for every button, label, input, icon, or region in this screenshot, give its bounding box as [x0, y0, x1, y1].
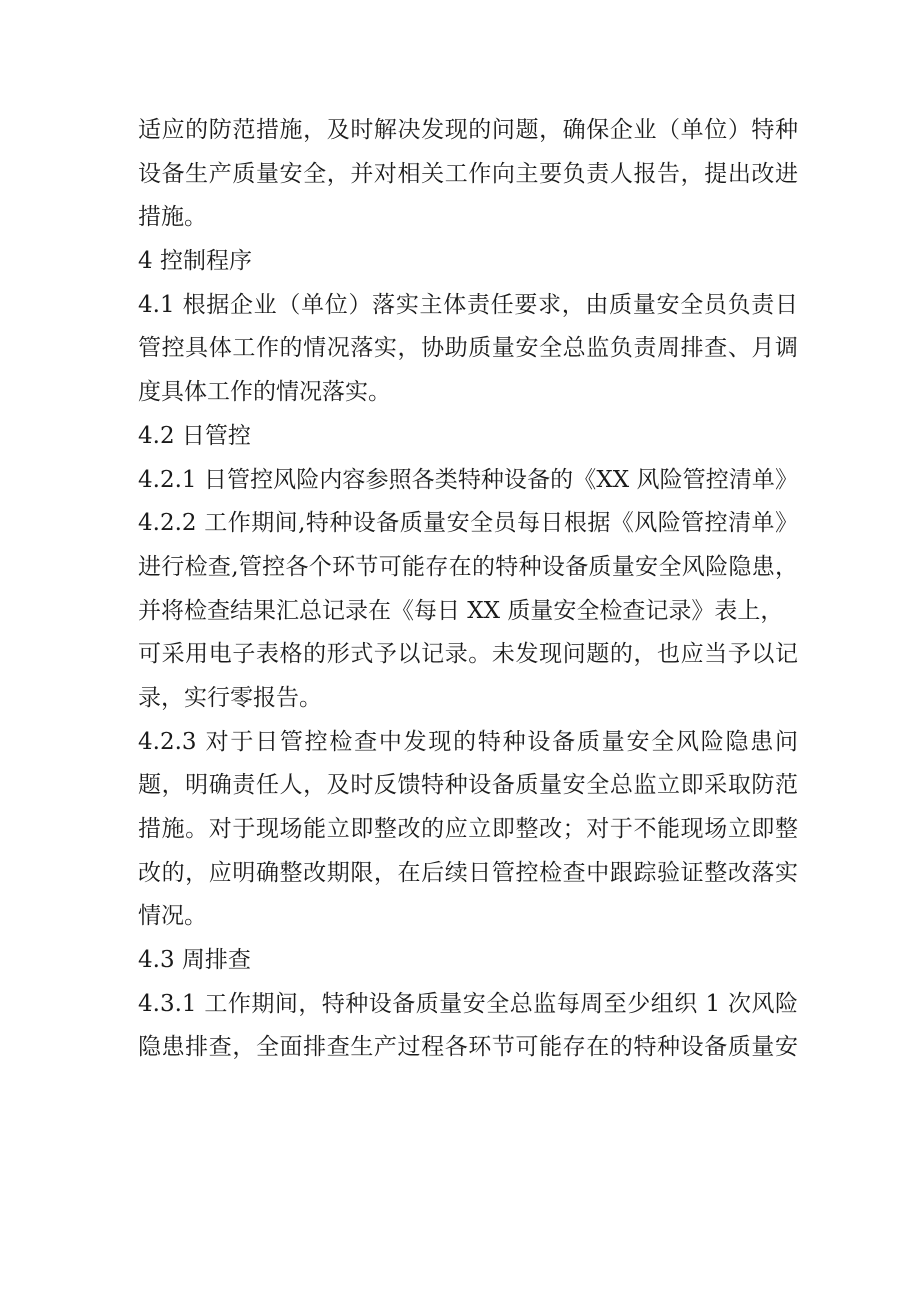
text-line: 设备生产质量安全，并对相关工作向主要负责人报告，提出改进	[138, 160, 798, 187]
text-line: 4.2.3 对于日管控检查中发现的特种设备质量安全风险隐患问	[138, 728, 798, 755]
text-line: 隐患排查，全面排查生产过程各环节可能存在的特种设备质量安	[138, 1034, 798, 1061]
text-line: 情况。	[138, 903, 207, 930]
text-line: 管控具体工作的情况落实，协助质量安全总监负责周排查、月调	[138, 335, 798, 362]
section-heading: 4 控制程序	[138, 248, 252, 275]
text-line: 可采用电子表格的形式予以记录。未发现问题的，也应当予以记	[138, 641, 798, 668]
text-line: 4.2.2 工作期间,特种设备质量安全员每日根据《风险管控清单》	[138, 510, 798, 537]
text-line: 措施。对于现场能立即整改的应立即整改；对于不能现场立即整	[138, 816, 798, 842]
text-line: 4.3.1 工作期间，特种设备质量安全总监每周至少组织 1 次风险	[138, 990, 798, 1017]
text-line: 进行检查,管控各个环节可能存在的特种设备质量安全风险隐患，	[138, 553, 798, 580]
text-line: 改的，应明确整改期限，在后续日管控检查中跟踪验证整改落实	[138, 859, 798, 886]
section-heading: 4.2 日管控	[138, 422, 251, 449]
text-line: 并将检查结果汇总记录在《每日 XX 质量安全检查记录》表上，	[138, 597, 784, 624]
text-line: 4.1 根据企业（单位）落实主体责任要求，由质量安全员负责日	[138, 291, 798, 318]
text-line: 题，明确责任人，及时反馈特种设备质量安全总监立即采取防范	[138, 772, 798, 799]
text-line: 度具体工作的情况落实。	[138, 379, 391, 406]
section-heading: 4.3 周排查	[138, 947, 251, 974]
text-line: 4.2.1 日管控风险内容参照各类特种设备的《XX 风险管控清单》	[138, 466, 798, 493]
document-page	[138, 109, 798, 1070]
text-line: 措施。	[138, 204, 207, 231]
text-line: 适应的防范措施，及时解决发现的问题，确保企业（单位）特种	[138, 117, 798, 143]
text-line: 录，实行零报告。	[138, 684, 322, 711]
